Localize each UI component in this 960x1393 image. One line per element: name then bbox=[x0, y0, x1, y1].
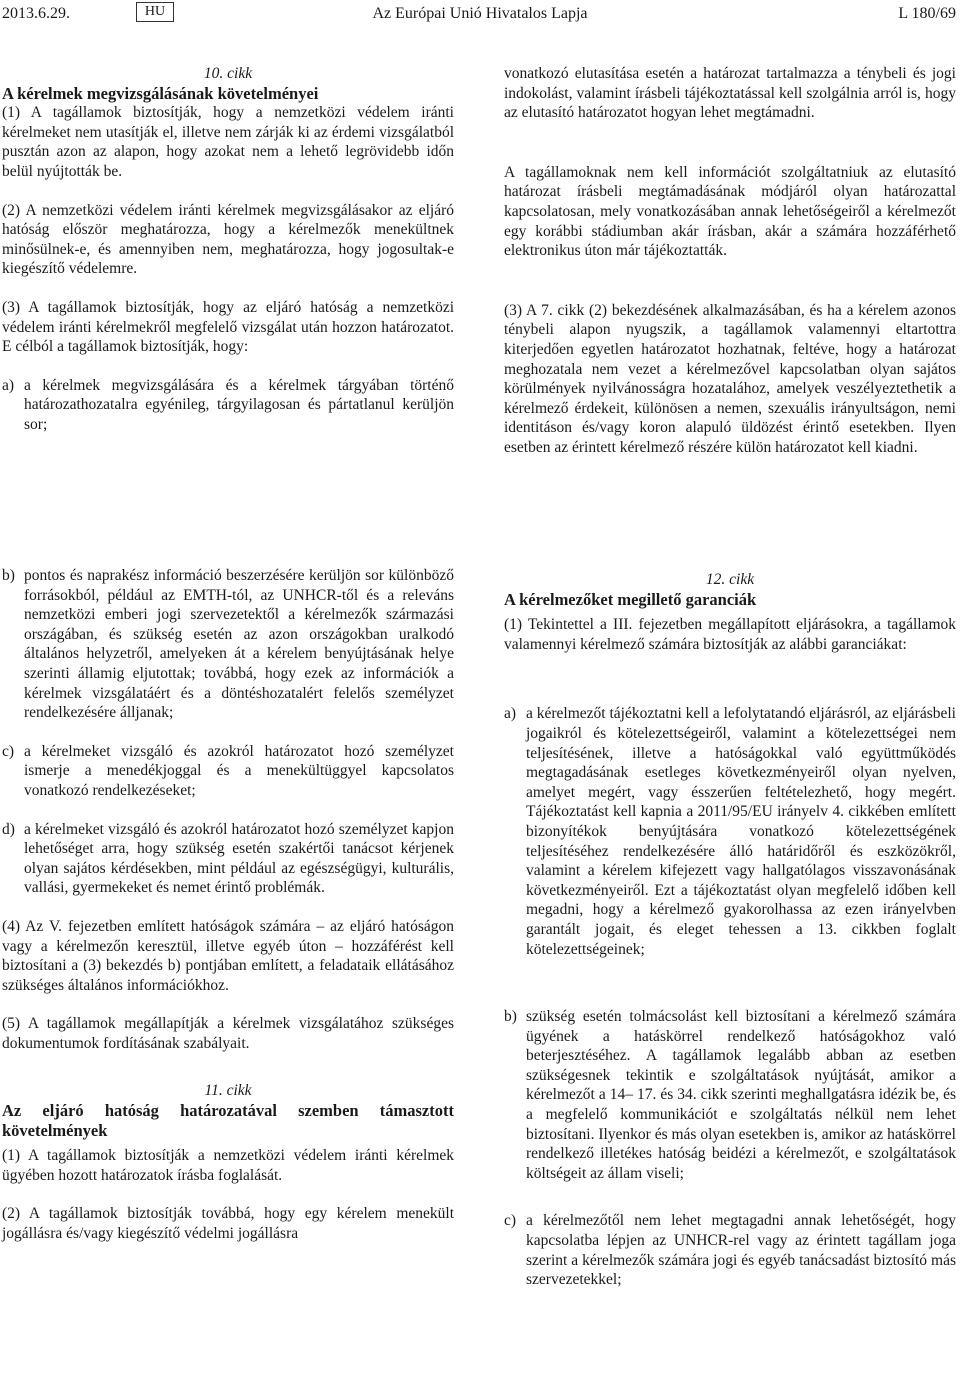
list-label: d) bbox=[2, 820, 15, 838]
list-text: szükség esetén tolmácsolást kell biztosítani a kérelmező számára ügyének a hatáskörrel rendelkező hatóságokhoz való beterjesztéséhez. A tagállamok legalább abban az esetben szükségesnek tekintik e szolgáltatások nyújtását, amikor a kérelmezőt a 14– 17. és 34. cikk szerinti meghallgatásra idézik be, és a megfelelő kommunikációt e szolgáltatás nélkül nem lehet biztosítani. Ilyenkor és más olyan esetekben is, amikor az hatáskörrel rendelkező illetékes hatóság beidézi a kérelmezőt, e szolgáltatások költségeit az állam viseli; bbox=[526, 1008, 956, 1182]
list-label: a) bbox=[504, 705, 517, 723]
art10-paragraph-5: (5) A tagállamok megállapítják a kérelmek vizsgálatához szükséges dokumentumok fordításának szabályait. bbox=[2, 1015, 454, 1052]
list-item-b bbox=[2, 566, 454, 723]
art11-paragraph-2: (2) A tagállamok biztosítják továbbá, hogy egy kérelem menekült jogállásra és/vagy kiegészítő védelmi jogállásra bbox=[2, 1205, 454, 1243]
list-item-c bbox=[504, 1211, 956, 1289]
art11-paragraph-1: (1) A tagállamok biztosítják a nemzetközi védelem iránti kérelmek ügyében hozott határozatok írásba foglalását. bbox=[2, 1147, 454, 1184]
art11-paragraph-3: (3) A 7. cikk (2) bekezdésének alkalmazásában, és ha a kérelem azonos ténybeli alapon nyugszik, a tagállamok valamennyi eltartottra kiterjedően egyetlen határozatot hozhatnak, feltéve, hogy a határozat meghozatala nem vezet a kérelmezővel kapcsolatban olyan sajátos körülmények nyilvánosságra hozatalához, amelyek veszélyeztethetik a kérelmező érdekeit, különösen a nemen, szexuális irányultságon, nemi identitáson és/vagy koron alapuló üldözést érintő esetekben. Ilyen esetben az érintett kérelmező részére külön határozatot kell kiadni. bbox=[504, 301, 956, 456]
journal-title: Az Európai Unió Hivatalos Lapja bbox=[372, 5, 588, 22]
art11-paragraph-2-cont: vonatkozó elutasítása esetén a határozat tartalmazza a ténybeli és jogi indokolást, valamint írásbeli tájékoztatással kell szolgálnia arról is, hogy az elutasító határozatot hogyan lehet megtámadni. bbox=[504, 65, 956, 122]
article-12-number: 12. cikk bbox=[705, 571, 755, 588]
left-top-column bbox=[2, 64, 454, 435]
list-text: a kérelmezőtől nem lehet megtagadni annak lehetőségét, hogy kapcsolatba lépjen az UNHCR-rel vagy az érintett tagállam joga szerint a kérelmezők számára jogi és egyéb tanácsadást biztosító más szervezetekkel; bbox=[526, 1212, 956, 1289]
art11-paragraph-2b: A tagállamoknak nem kell információt szolgáltatniuk az elutasító határozat írásbeli megtámadásának módjáról olyan határozattal kapcsolatosan, mely vonatkozásában annak lehetőségeiről a kérelmezőt egy korábbi stádiumban akár írásban, akár a számára hozzáférhető elektronikus úton már tájékoztatták. bbox=[504, 163, 956, 260]
list-text: pontos és naprakész információ beszerzésére kerüljön sor különböző forrásokból, például az EMTH-tól, az UNHCR-től és a releváns nemzetközi emberi jogi szervezetektől a kérelmezők származási országában, és szükség esetén az azon országokban uralkodó általános helyzetről, amelyeken át a kérelem benyújtásának helye szerinti államig eljutottak; továbbá, hogy ezek az információk a kérelmek vizsgálatáért és a döntéshozatalért felelős személyzet rendelkezésére álljanak; bbox=[24, 567, 454, 722]
list-text: a kérelmeket vizsgáló és azokról határozatot hozó személyzet kapjon lehetőséget arra, hogy szükség esetén szakértői tanácsot kérjenek olyan sajátos kérdésekben, mint például az egészségügyi, kulturális, vallási, gyermekeket és nemet érintő problémák. bbox=[24, 820, 454, 897]
list-item-a bbox=[504, 704, 956, 959]
list-text: a kérelmezőt tájékoztatni kell a lefolytatandó eljárásról, az eljárásbeli jogaikról és kötelezettségeiről, valamint a kötelezettségei nem teljesítésének, illetve a hatóságokkal való együttműködés megtagadásának esetleges következményeiről olyan nyelven, amelyet megért, vagy ésszerűen feltételezhető, hogy megért. Tájékoztatást kell kapnia a 2011/95/EU irányelv 4. cikkében említett bizonyítékok benyújtására vonatkozó kötelezettségének teljesítéséhez rendelkezésére álló határidőről és eszközökről, valamint a kérelem kifejezett vagy hallgatólagos visszavonásának következményeiről. Ezt a tájékoztatást olyan megfelelő időben kell megadni, hogy a kérelmező gyakorolhassa az ezen irányelvben garantált jogait, és eleget tehessen a 13. cikkben foglalt kötelezettségeinek; bbox=[526, 705, 956, 958]
page-header bbox=[0, 0, 960, 30]
art10-paragraph-4: (4) Az V. fejezetben említett hatóságok számára – az eljáró hatóságon vagy a kérelmezőn keresztül, illetve egyéb úton – hozzáférést kell biztosítani a (3) bekezdés b) pontjában említett, a feladataik ellátásához szükséges általános információkhoz. bbox=[2, 917, 454, 994]
page-reference: L 180/69 bbox=[898, 5, 956, 22]
list-item-a bbox=[2, 376, 454, 435]
list-label: c) bbox=[504, 1212, 517, 1230]
list-label: a) bbox=[2, 376, 15, 394]
list-item-c bbox=[2, 742, 454, 801]
art10-paragraph-1: (1) A tagállamok biztosítják, hogy a nemzetközi védelem iránti kérelmeket nem utasítják el, illetve nem zárják ki az érdemi vizsgálatból pusztán azon az alapon, hogy azokat nem a lehető legrövidebb időn belül nyújtották be. bbox=[2, 104, 454, 180]
article-11-number: 11. cikk bbox=[204, 1082, 252, 1100]
publication-date: 2013.6.29. bbox=[2, 5, 70, 22]
left-bottom-column bbox=[2, 566, 454, 1244]
list-label: c) bbox=[2, 742, 15, 760]
art12-paragraph-1: (1) Tekintettel a III. fejezetben megállapított eljárásokra, a tagállamok valamennyi kérelmező számára biztosítják az alábbi garanciákat: bbox=[504, 616, 956, 653]
list-text: a kérelmeket vizsgáló és azokról határozatot hozó személyzet ismerje a menedékjoggal és a menekültüggyel kapcsolatos vonatkozó rendelkezéseket; bbox=[24, 742, 454, 799]
right-top-column bbox=[504, 64, 956, 458]
article-11-title: Az eljáró hatóság határozatával szemben támasztott követelmények bbox=[2, 1101, 454, 1140]
list-text: a kérelmek megvizsgálására és a kérelmek tárgyában történő határozathozatalra egyénileg, tárgyilagosan és pártatlanul kerüljön sor; bbox=[24, 376, 454, 433]
art10-paragraph-2: (2) A nemzetközi védelem iránti kérelmek megvizsgálásakor az eljáró hatóság először meghatározza, hogy a kérelmezők menekültnek minősülnek-e, és amennyiben nem, meghatározza, hogy jogosultak-e kiegészítő védelemre. bbox=[2, 201, 454, 278]
list-item-b bbox=[504, 1007, 956, 1183]
art10-paragraph-3: (3) A tagállamok biztosítják, hogy az eljáró hatóság a nemzetközi védelem iránti kérelmekről megfelelő vizsgálat után hozzon határozatot. E célból a tagállamok biztosítják, hogy: bbox=[2, 298, 454, 356]
article-10-number: 10. cikk bbox=[203, 65, 253, 82]
right-bottom-column bbox=[504, 566, 956, 1290]
article-10-title: A kérelmek megvizsgálásának követelményei bbox=[2, 83, 319, 103]
list-item-d bbox=[2, 820, 454, 898]
list-label: b) bbox=[2, 567, 15, 584]
article-12-title: A kérelmezőket megillető garanciák bbox=[504, 589, 757, 609]
list-label: b) bbox=[504, 1008, 517, 1026]
language-badge: HU bbox=[136, 2, 174, 22]
